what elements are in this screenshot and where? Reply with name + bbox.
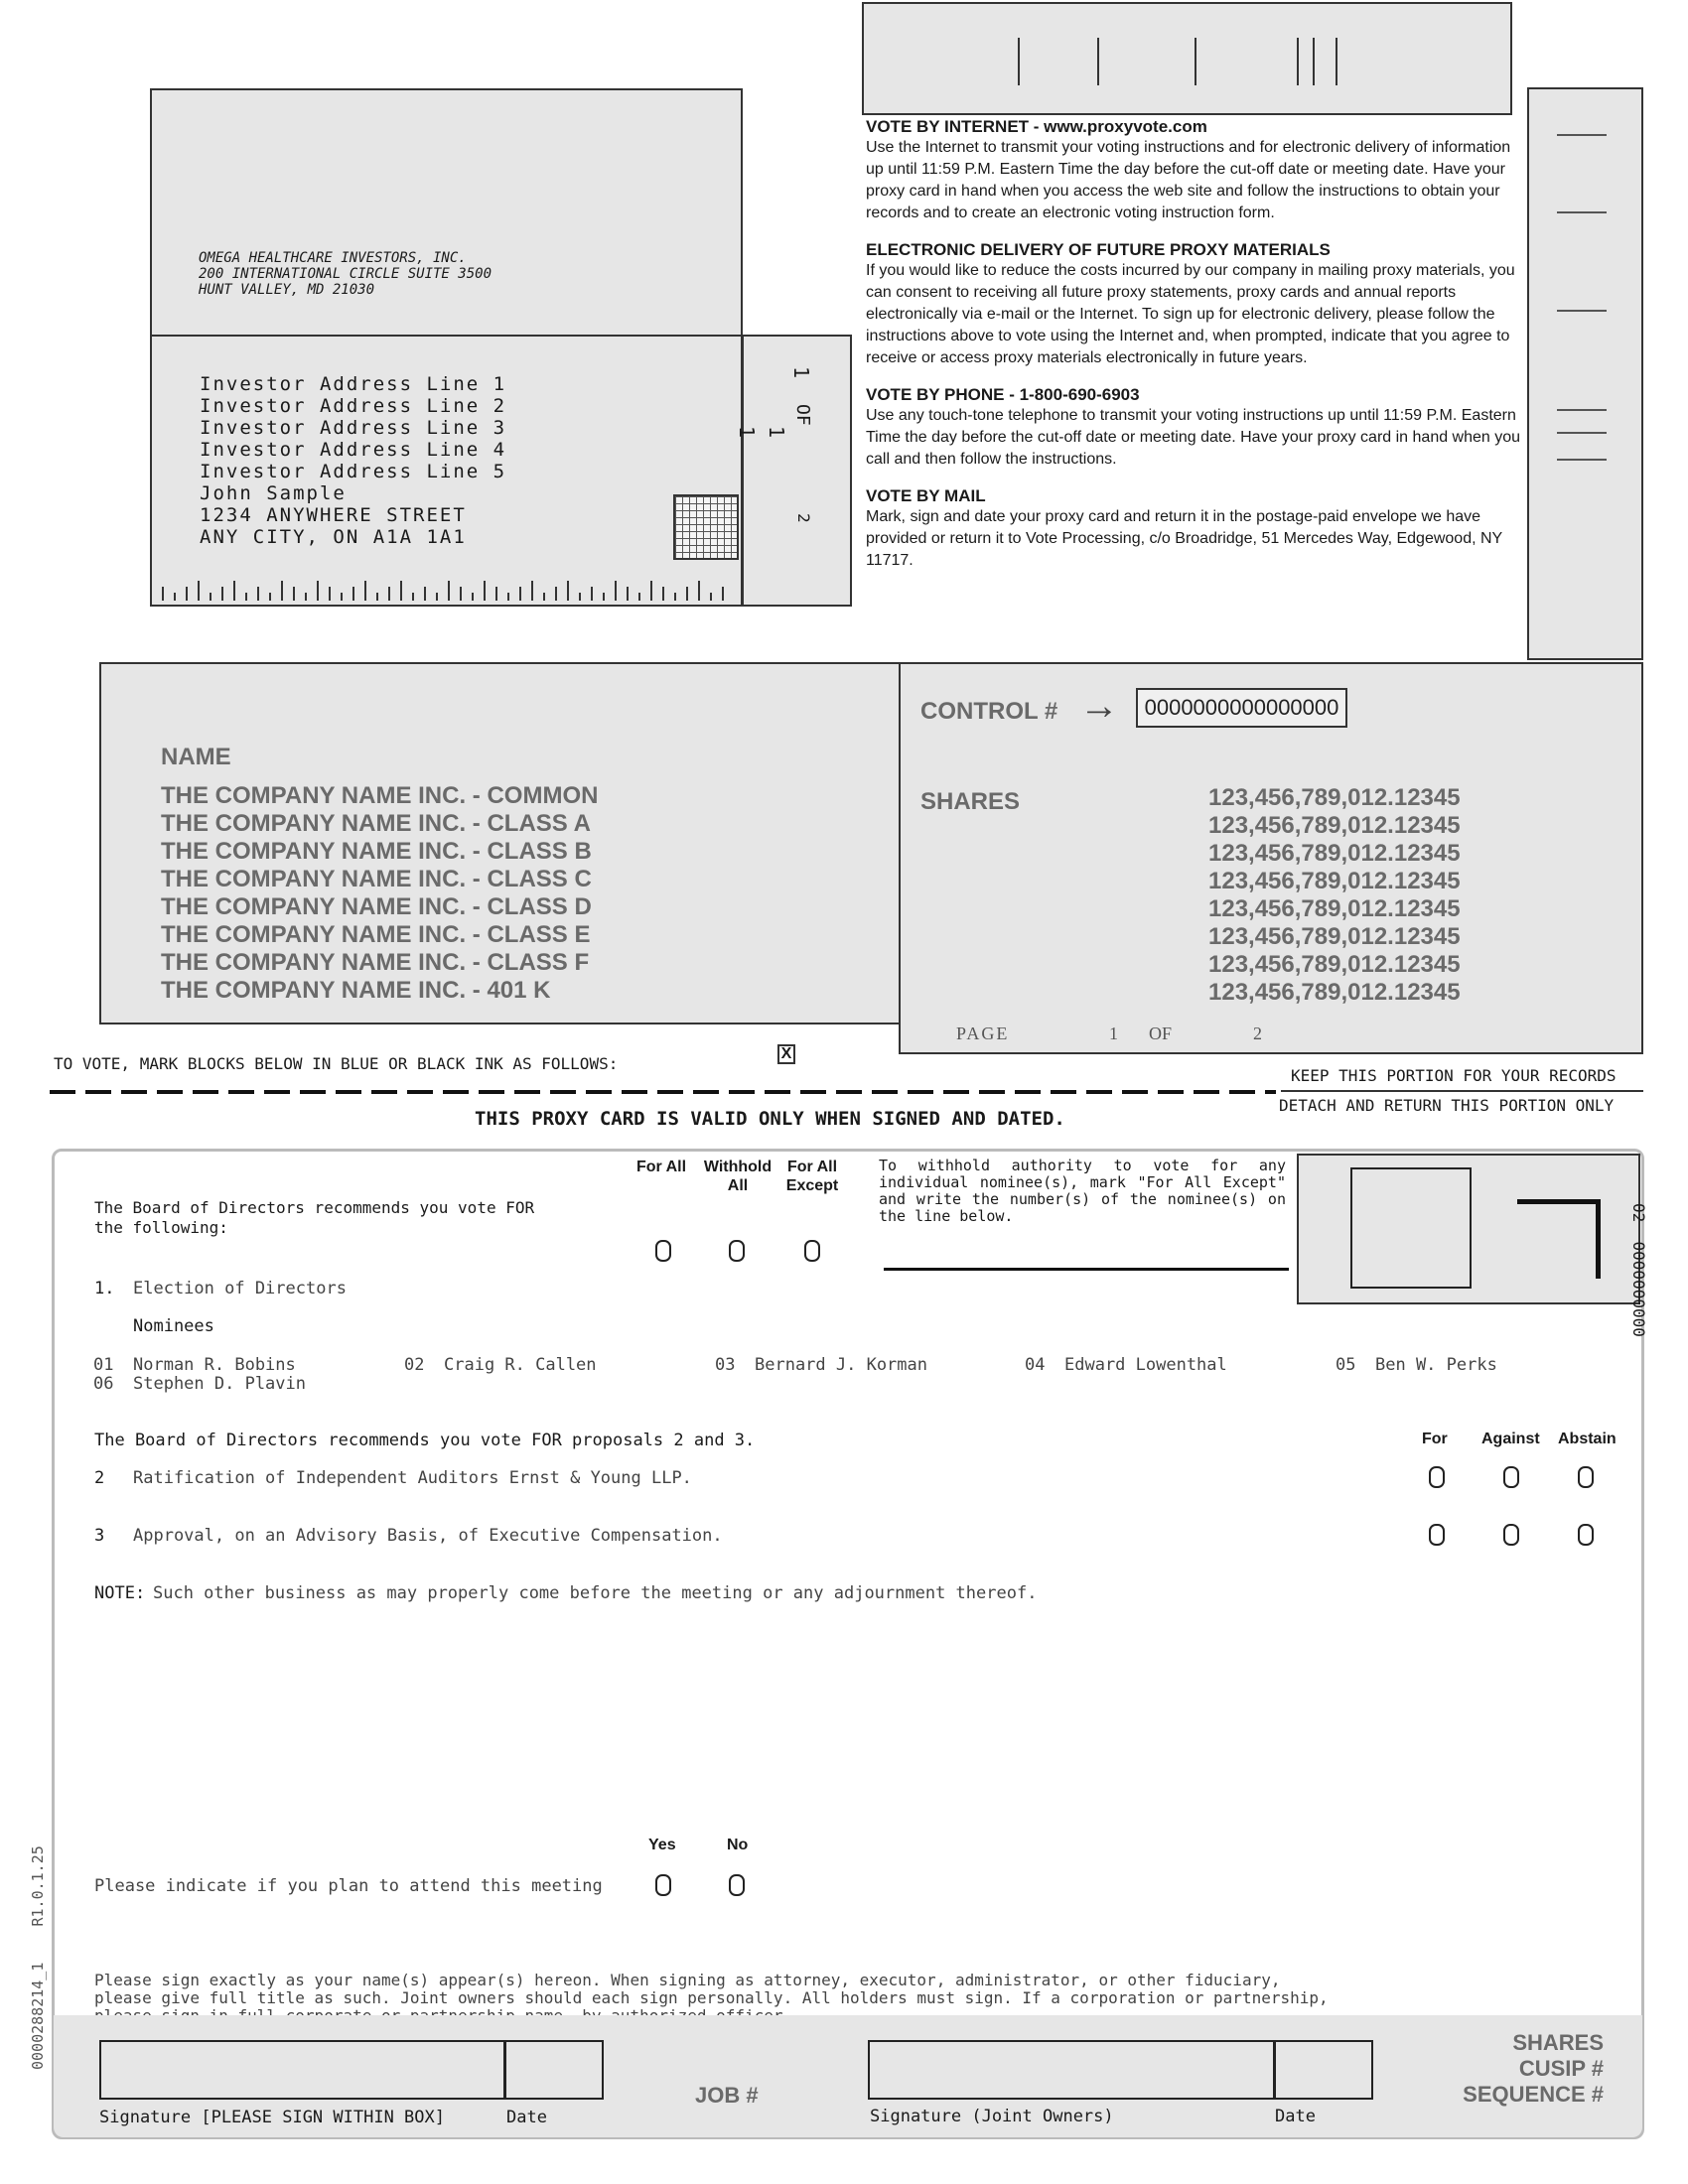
investor-line: 1234 ANYWHERE STREET xyxy=(200,504,467,526)
nominee-name: Norman R. Bobins xyxy=(133,1355,296,1375)
company-name: THE COMPANY NAME INC. - CLASS B xyxy=(161,838,592,865)
control-label: CONTROL # xyxy=(920,698,1058,725)
col-no: No xyxy=(727,1837,749,1853)
col-for-all-except: For All Except xyxy=(785,1159,839,1194)
nominees-label: Nominees xyxy=(133,1316,214,1336)
edelivery-title: ELECTRONIC DELIVERY OF FUTURE PROXY MATERIALS xyxy=(866,240,1331,259)
for-all-checkbox[interactable] xyxy=(655,1240,671,1262)
col-against: Against xyxy=(1481,1431,1540,1447)
detach-line xyxy=(50,1090,1276,1094)
page-num: 1 xyxy=(1109,1024,1118,1043)
col-yes: Yes xyxy=(648,1837,676,1853)
attend-text: Please indicate if you plan to attend this meeting xyxy=(94,1876,603,1896)
date-label: Date xyxy=(506,2108,547,2127)
control-number: 0000000000000000 xyxy=(1144,695,1339,720)
page-counter-box xyxy=(735,335,852,607)
company-names xyxy=(161,782,598,1005)
item3-for-checkbox[interactable] xyxy=(1429,1524,1445,1546)
company-name: THE COMPANY NAME INC. - CLASS A xyxy=(161,810,591,837)
board-rec-1: The Board of Directors recommends you vote FOR the following: xyxy=(94,1198,535,1237)
sign-instruction: Please sign exactly as your name(s) appear(s) hereon. When signing as attorney, executor, administrator, or other fiduciary, please give full title as such. Joint owners should each sign personally. All holders must sign. If a corporation or partnership, xyxy=(94,1971,1329,2007)
company-name: THE COMPANY NAME INC. - CLASS D xyxy=(161,893,592,920)
mark-example-box xyxy=(777,1044,795,1064)
share-amount: 123,456,789,012.12345 xyxy=(1208,979,1461,1006)
nominee-num: 01 xyxy=(93,1355,114,1375)
page-label: PAGE xyxy=(956,1024,1010,1043)
item2-num: 2 xyxy=(94,1468,105,1488)
signature-box[interactable] xyxy=(99,2040,505,2100)
nominee-name: Stephen D. Plavin xyxy=(133,1374,306,1394)
joint-date-label: Date xyxy=(1275,2107,1316,2126)
joint-date-box[interactable] xyxy=(1274,2040,1373,2100)
nominee-num: 05 xyxy=(1336,1355,1356,1375)
voting-instructions xyxy=(866,117,1529,572)
joint-signature-box[interactable] xyxy=(868,2040,1275,2100)
side-code-right: 02 0000000000 xyxy=(1629,1203,1648,1337)
col-for: For xyxy=(1422,1431,1448,1447)
item3-label: Approval, on an Advisory Basis, of Executive Compensation. xyxy=(133,1526,723,1546)
except-write-line[interactable] xyxy=(884,1268,1289,1271)
share-amount: 123,456,789,012.12345 xyxy=(1208,868,1461,894)
counter-d: 2 xyxy=(794,513,813,523)
company-name: THE COMPANY NAME INC. - CLASS C xyxy=(161,866,592,892)
date-box[interactable] xyxy=(504,2040,604,2100)
nominee-num: 04 xyxy=(1025,1355,1046,1375)
arrow-right-icon: → xyxy=(1079,684,1119,728)
withhold-all-checkbox[interactable] xyxy=(729,1240,745,1262)
x-mark-icon: X xyxy=(780,1045,792,1062)
shares-footer-label: SHARES xyxy=(1512,2030,1604,2055)
sender-line-3: HUNT VALLEY, MD 21030 xyxy=(199,282,375,298)
company-name: THE COMPANY NAME INC. - 401 K xyxy=(161,977,551,1004)
share-amount: 123,456,789,012.12345 xyxy=(1208,895,1461,922)
note-label: NOTE: xyxy=(94,1583,146,1603)
for-all-except-checkbox[interactable] xyxy=(804,1240,820,1262)
item1-label: Election of Directors xyxy=(133,1279,347,1298)
mark-instruction: TO VOTE, MARK BLOCKS BELOW IN BLUE OR BLACK INK AS FOLLOWS: xyxy=(54,1054,619,1073)
cusip-label: CUSIP # xyxy=(1518,2056,1604,2081)
holder-names-box xyxy=(99,662,901,1024)
investor-line: Investor Address Line 4 xyxy=(200,439,507,461)
sequence-label: SEQUENCE # xyxy=(1463,2082,1604,2107)
keep-text: KEEP THIS PORTION FOR YOUR RECORDS xyxy=(1291,1066,1617,1085)
nominee-num: 06 xyxy=(93,1374,114,1394)
corner-mark-box xyxy=(1297,1154,1640,1304)
item2-abstain-checkbox[interactable] xyxy=(1578,1466,1594,1488)
nominee-name: Craig R. Callen xyxy=(444,1355,597,1375)
nominee-name: Edward Lowenthal xyxy=(1064,1355,1227,1375)
control-number-box xyxy=(1136,688,1347,728)
nominee-num: 02 xyxy=(404,1355,425,1375)
col-abstain: Abstain xyxy=(1558,1431,1617,1447)
note-text: Such other business as may properly come before the meeting or any adjournment thereof. xyxy=(153,1583,1038,1603)
item1-num: 1. xyxy=(94,1279,115,1298)
item3-against-checkbox[interactable] xyxy=(1503,1524,1519,1546)
share-amounts xyxy=(1208,784,1461,1007)
control-strip xyxy=(1527,87,1643,660)
name-label: NAME xyxy=(161,744,231,770)
counter-of: OF xyxy=(792,404,813,426)
investor-line: Investor Address Line 2 xyxy=(200,395,507,417)
shares-label: SHARES xyxy=(920,788,1021,815)
phone-text: Use any touch-tone telephone to transmit your voting instructions up until 11:59 P.M. Eastern Time the day before the cut-off date or meeting date. Have your proxy card in hand when you call and then follow the instructions. xyxy=(866,407,1521,468)
item2-for-checkbox[interactable] xyxy=(1429,1466,1445,1488)
signature-label: Signature [PLEASE SIGN WITHIN BOX] xyxy=(99,2108,445,2127)
item2-label: Ratification of Independent Auditors Ernst & Young LLP. xyxy=(133,1468,692,1488)
company-name: THE COMPANY NAME INC. - CLASS E xyxy=(161,921,591,948)
investor-line: ANY CITY, ON A1A 1A1 xyxy=(200,526,467,548)
top-barcode-box xyxy=(862,2,1512,115)
board-rec-2: The Board of Directors recommends you vote FOR proposals 2 and 3. xyxy=(94,1431,756,1450)
share-amount: 123,456,789,012.12345 xyxy=(1208,812,1461,839)
col-for-all: For All xyxy=(635,1159,687,1175)
col-withhold-all: Withhold All xyxy=(703,1159,773,1194)
shares-cusip-sequence xyxy=(1463,2030,1604,2108)
valid-text: THIS PROXY CARD IS VALID ONLY WHEN SIGNED AND DATED. xyxy=(475,1108,1065,1130)
page-of: OF xyxy=(1149,1024,1173,1043)
withhold-instruction: To withhold authority to vote for any individual nominee(s), mark "For All Except" and write the number(s) of the nominee(s) on the line below. xyxy=(879,1157,1286,1225)
share-amount: 123,456,789,012.12345 xyxy=(1208,951,1461,978)
internet-text: Use the Internet to transmit your voting instructions and for electronic delivery of information up until 11:59 P.M. Eastern Time the day before the cut-off date or meeting date. Have your proxy card in hand when you access the web site and follow the instructions to obtain your records and to create an electronic voting instruction form. xyxy=(866,139,1511,221)
address-window xyxy=(150,88,743,607)
investor-line: Investor Address Line 1 xyxy=(200,373,507,395)
company-name: THE COMPANY NAME INC. - COMMON xyxy=(161,782,599,809)
share-amount: 123,456,789,012.12345 xyxy=(1208,784,1461,811)
sender-line-2: 200 INTERNATIONAL CIRCLE SUITE 3500 xyxy=(199,266,492,282)
investor-line: John Sample xyxy=(200,482,347,504)
joint-signature-label: Signature (Joint Owners) xyxy=(870,2107,1114,2126)
side-code-left: 0000288214_1 R1.0.1.25 xyxy=(29,1845,47,2070)
item3-num: 3 xyxy=(94,1526,105,1546)
phone-title: VOTE BY PHONE - 1-800-690-6903 xyxy=(866,385,1140,404)
nominee-num: 03 xyxy=(715,1355,736,1375)
internet-title: VOTE BY INTERNET - www.proxyvote.com xyxy=(866,117,1207,136)
company-name: THE COMPANY NAME INC. - CLASS F xyxy=(161,949,590,976)
share-amount: 123,456,789,012.12345 xyxy=(1208,923,1461,950)
investor-line: Investor Address Line 3 xyxy=(200,417,507,439)
item3-abstain-checkbox[interactable] xyxy=(1578,1524,1594,1546)
counter-b: 1 xyxy=(765,426,788,439)
page-total: 2 xyxy=(1253,1024,1262,1043)
edelivery-text: If you would like to reduce the costs incurred by our company in mailing proxy materials, you can consent to receiving all future proxy statements, proxy cards and annual reports electronically via e-mail or the Internet. To sign up for electronic delivery, please follow the instructions above to vote using the Internet and, when prompted, indicate that you agree to receive or access proxy materials electronically in future years. xyxy=(866,262,1515,366)
mail-text: Mark, sign and date your proxy card and return it in the postage-paid envelope we have provided or return it to Vote Processing, c/o Broadridge, 51 Mercedes Way, Edgewood, NY 11717. xyxy=(866,508,1502,569)
share-amount: 123,456,789,012.12345 xyxy=(1208,840,1461,867)
job-label: JOB # xyxy=(695,2083,759,2108)
counter-a: 1 xyxy=(789,366,813,379)
sender-address xyxy=(199,250,492,298)
item2-against-checkbox[interactable] xyxy=(1503,1466,1519,1488)
nominee-name: Bernard J. Korman xyxy=(755,1355,927,1375)
attend-yes-checkbox[interactable] xyxy=(655,1874,671,1896)
2d-barcode xyxy=(673,494,739,560)
control-shares-box xyxy=(899,662,1643,1054)
attend-no-checkbox[interactable] xyxy=(729,1874,745,1896)
sender-line-1: OMEGA HEALTHCARE INVESTORS, INC. xyxy=(199,250,467,266)
counter-c: 1 xyxy=(735,426,759,439)
detach-text: DETACH AND RETURN THIS PORTION ONLY xyxy=(1279,1096,1615,1115)
postal-barcode xyxy=(162,581,728,601)
nominee-name: Ben W. Perks xyxy=(1375,1355,1497,1375)
investor-line: Investor Address Line 5 xyxy=(200,461,507,482)
investor-address xyxy=(200,373,506,548)
mail-title: VOTE BY MAIL xyxy=(866,486,986,505)
